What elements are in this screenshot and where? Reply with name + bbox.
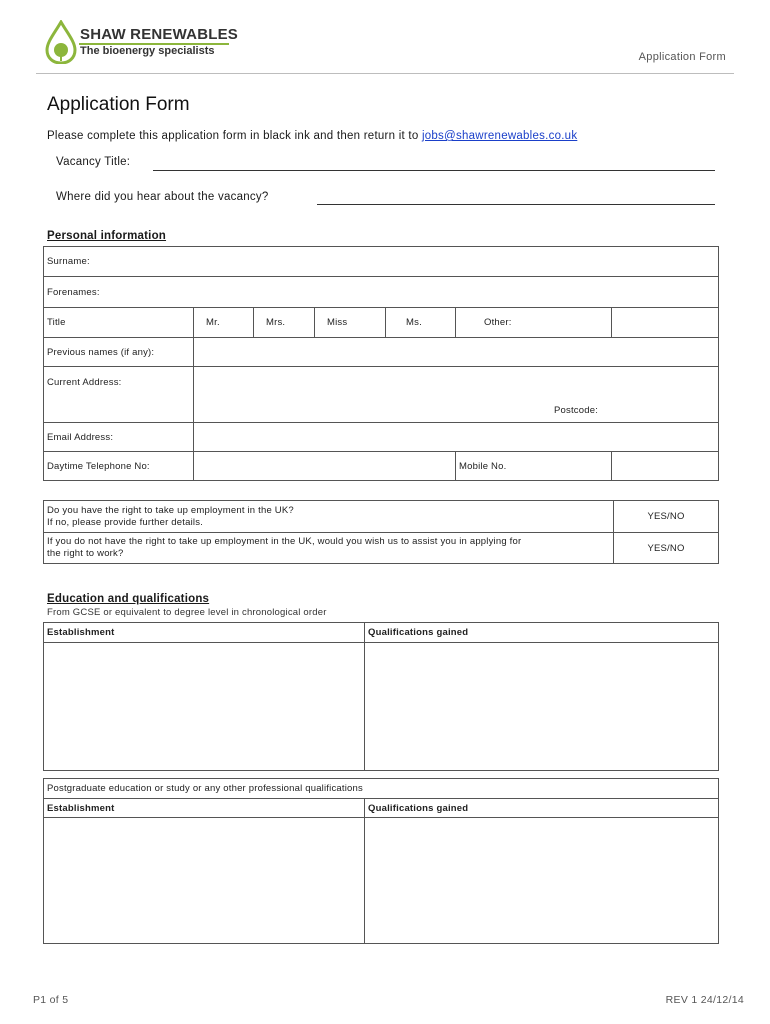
right-q1-line2: If no, please provide further details.: [47, 516, 203, 528]
personal-info-table: [43, 246, 719, 481]
current-address-field[interactable]: [194, 367, 719, 423]
title-option-mrs[interactable]: Mrs.: [254, 308, 315, 338]
surname-cell[interactable]: [44, 247, 719, 277]
current-address-label: Current Address:: [44, 367, 194, 423]
page-number: P1 of 5: [33, 994, 69, 1006]
mobile-field[interactable]: [612, 452, 719, 481]
forenames-cell[interactable]: [44, 277, 719, 308]
postgrad-table: [43, 778, 719, 944]
right-q2-line1: If you do not have the right to take up employment in the UK, would you wish us to assist you in applying for: [47, 536, 522, 547]
title-option-miss[interactable]: Miss: [315, 308, 386, 338]
title-option-other[interactable]: Other:: [456, 308, 612, 338]
previous-names-label: Previous names (if any):: [44, 338, 194, 367]
title-option-mr[interactable]: Mr.: [194, 308, 254, 338]
page-title: Application Form: [47, 94, 190, 115]
assist-answer[interactable]: YES/NO: [614, 533, 719, 564]
previous-names-field[interactable]: [194, 338, 719, 367]
mobile-label: Mobile No.: [456, 452, 612, 481]
forenames-label: Forenames:: [47, 286, 100, 298]
assist-question: [44, 533, 614, 564]
qualifications-header: Qualifications gained: [365, 623, 719, 643]
right-to-work-question: [44, 501, 614, 533]
surname-label: Surname:: [47, 256, 90, 267]
header-title: Application Form: [638, 51, 726, 63]
company-name: SHAW RENEWABLES: [80, 26, 239, 43]
vacancy-title-label: Vacancy Title:: [56, 156, 131, 168]
education-table: [43, 622, 719, 771]
personal-info-heading: Personal information: [47, 230, 167, 242]
education-subtitle: From GCSE or equivalent to degree level in chronological order: [47, 607, 327, 618]
right-to-work-table: [43, 500, 719, 564]
title-other-field[interactable]: [612, 308, 719, 338]
postgrad-qualifications-field[interactable]: [365, 818, 719, 944]
email-link[interactable]: jobs@shawrenewables.co.uk: [421, 130, 578, 142]
daytime-phone-field[interactable]: [194, 452, 456, 481]
postcode-label: Postcode:: [553, 405, 599, 416]
right-to-work-answer[interactable]: YES/NO: [614, 501, 719, 533]
postgrad-establishment-field[interactable]: [44, 818, 365, 944]
logo: [44, 20, 78, 64]
qualifications-field[interactable]: [365, 643, 719, 771]
header-divider: [36, 73, 734, 74]
postgrad-title: Postgraduate education or study or any other professional qualifications: [44, 779, 719, 799]
right-q2-line2: the right to work?: [47, 548, 124, 559]
postgrad-establishment-header: Establishment: [44, 799, 365, 818]
leaf-drop-icon: [44, 20, 78, 64]
education-heading: Education and qualifications: [47, 593, 210, 605]
heard-about-label: Where did you hear about the vacancy?: [56, 191, 269, 203]
postgrad-qualifications-header: Qualifications gained: [365, 799, 719, 818]
email-address-label: Email Address:: [44, 423, 194, 452]
daytime-phone-label: Daytime Telephone No:: [44, 452, 194, 481]
establishment-header: Establishment: [44, 623, 365, 643]
email-address-field[interactable]: [194, 423, 719, 452]
company-tagline: The bioenergy specialists: [80, 45, 215, 57]
intro-text: [47, 130, 577, 142]
vacancy-title-field[interactable]: [153, 170, 715, 171]
title-option-ms[interactable]: Ms.: [386, 308, 456, 338]
revision-label: REV 1 24/12/14: [665, 994, 744, 1006]
establishment-field[interactable]: [44, 643, 365, 771]
title-label: Title: [44, 308, 194, 338]
heard-about-field[interactable]: [317, 204, 715, 205]
right-q1-line1: Do you have the right to take up employment in the UK?: [47, 504, 294, 516]
intro-sentence: Please complete this application form in black ink and then return it to: [47, 130, 422, 142]
